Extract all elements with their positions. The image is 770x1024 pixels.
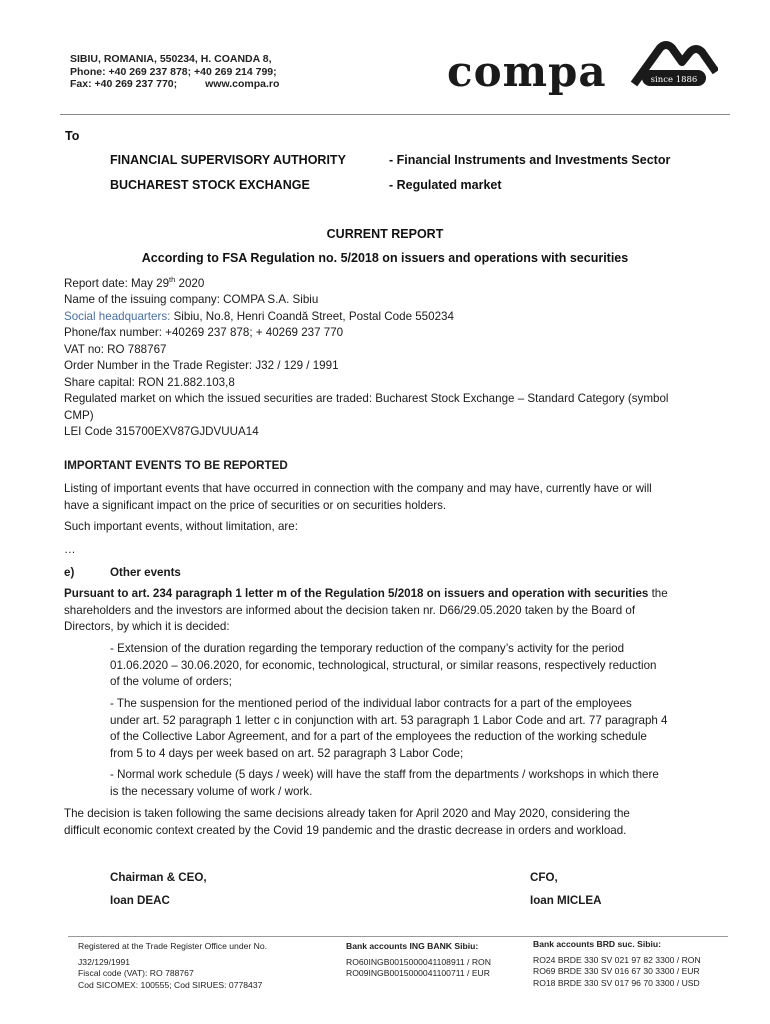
headquarters-value: Sibiu, No.8, Henri Coandă Street, Postal Code 550234 [170, 309, 454, 323]
decision-item: - Normal work schedule (5 days / week) will have the staff from the departments / workshops in which there is the necessary volume of work / work. [110, 768, 659, 798]
events-intro-2: Such important events, without limitation, are: [64, 520, 298, 533]
footer-divider [68, 936, 728, 937]
exchange-name: BUCHAREST STOCK EXCHANGE [110, 178, 310, 192]
to-label: To [65, 129, 80, 143]
chairman-name: Ioan DEAC [110, 894, 170, 907]
headquarters [64, 309, 744, 326]
authority-name: FINANCIAL SUPERVISORY AUTHORITY [110, 153, 346, 167]
section-title: Other events [110, 566, 181, 579]
cfo-name: Ioan MICLEA [530, 894, 602, 907]
order-number: Order Number in the Trade Register: J32 / 129 / 1991 [64, 359, 339, 373]
vat-number: VAT no: RO 788767 [64, 342, 167, 356]
decision-item: - Extension of the duration regarding the temporary reduction of the company’s activity for the period 01.06.2020 – 30.06.2020, for economic, technological, structural, or similar reasons, respectively reduction of the volume of orders; [110, 642, 657, 688]
fax-text: Fax: +40 269 237 770; [70, 78, 178, 90]
section-letter: e) [64, 566, 75, 579]
address-line: SIBIU, ROMANIA, 550234, H. COANDA 8, [70, 53, 272, 65]
regulated-market-line: CMP) [64, 408, 94, 422]
website-link[interactable]: www.compa.ro [205, 78, 280, 90]
footer-brd-accounts: Bank accounts BRD suc. Sibiu: RO24 BRDE 330 SV 021 97 82 3300 / RON RO69 BRDE 330 SV 016 67 30 3300 / EUR RO18 BRDE 330 SV 017 96 70 3300 / USD [533, 939, 701, 988]
ellipsis: … [64, 543, 76, 556]
conclusion-paragraph: The decision is taken following the same decisions already taken for April 2020 and May 2020, considering the difficult economic context created by the Covid 19 pandemic and the drastic decrease in orders and workload. [64, 807, 630, 837]
share-capital: Share capital: RON 21.882.103,8 [64, 375, 235, 389]
header-divider [60, 114, 730, 115]
phone-line: Phone: +40 269 237 878; +40 269 214 799; [70, 65, 277, 78]
fax-web-line [70, 78, 279, 91]
footer-ing-accounts: Bank accounts ING BANK Sibiu: RO60INGB0015000041108911 / RON RO09INGB0015000041100711 / EUR [346, 941, 491, 978]
regulation-reference: Pursuant to art. 234 paragraph 1 letter m of the Regulation 5/2018 on issuers and operation with securities [64, 587, 649, 600]
decision-paragraph: Pursuant to art. 234 paragraph 1 letter m of the Regulation 5/2018 on issuers and operation with securities the shareholders and the investors are informed about the decision taken nr. D66/29.05.2020 taken by the Board of Directors, by which it is decided: [64, 587, 668, 633]
regulated-market-line: Regulated market on which the issued securities are traded: Bucharest Stock Exchange – Standard Category (symbol [64, 392, 669, 406]
phone-fax: Phone/fax number: +40269 237 878; + 40269 237 770 [64, 326, 344, 340]
company-address-block [70, 53, 279, 91]
company-logo-text: compa [447, 47, 607, 96]
lei-code: LEI Code 315700EXV87GJDVUUA14 [64, 425, 259, 439]
footer-registration: Registered at the Trade Register Office under No. J32/129/1991 Fiscal code (VAT): RO 788767 Cod SICOMEX: 100555; Cod SIRUES: 0778437 [78, 941, 268, 990]
cfo-title: CFO, [530, 871, 558, 884]
events-intro: Listing of important events that have occurred in connection with the company and may have, currently have or will have a significant impact on the price of securities or on securities holders. [64, 482, 652, 512]
company-name: Name of the issuing company: COMPA S.A. Sibiu [64, 293, 319, 307]
logo-since-text: since 1886 [650, 75, 698, 85]
headquarters-label: Social headquarters: [64, 309, 171, 323]
report-title: CURRENT REPORT [326, 227, 444, 241]
events-heading: IMPORTANT EVENTS TO BE REPORTED [64, 459, 288, 472]
authority-sector: - Financial Instruments and Investments Sector [389, 153, 671, 167]
report-date: Report date: May 29th 2020 [64, 275, 205, 290]
decision-item: - The suspension for the mentioned period of the individual labor contracts for a part of the employees under art. 52 paragraph 1 letter c in conjunction with art. 53 paragraph 1 Labor Code and art. 77 paragraph 4 of the Collective Labor Agreement, and for a part of the employees the reduction of the working schedule from 5 to 4 days per week based on art. 52 paragraph 3 Labor Code; [110, 697, 668, 760]
chairman-title: Chairman & CEO, [110, 871, 207, 884]
report-info-block [64, 272, 744, 441]
report-subtitle: According to FSA Regulation no. 5/2018 on issuers and operations with securities [141, 251, 629, 265]
company-logo-icon [630, 40, 718, 90]
exchange-sector: - Regulated market [389, 178, 502, 192]
